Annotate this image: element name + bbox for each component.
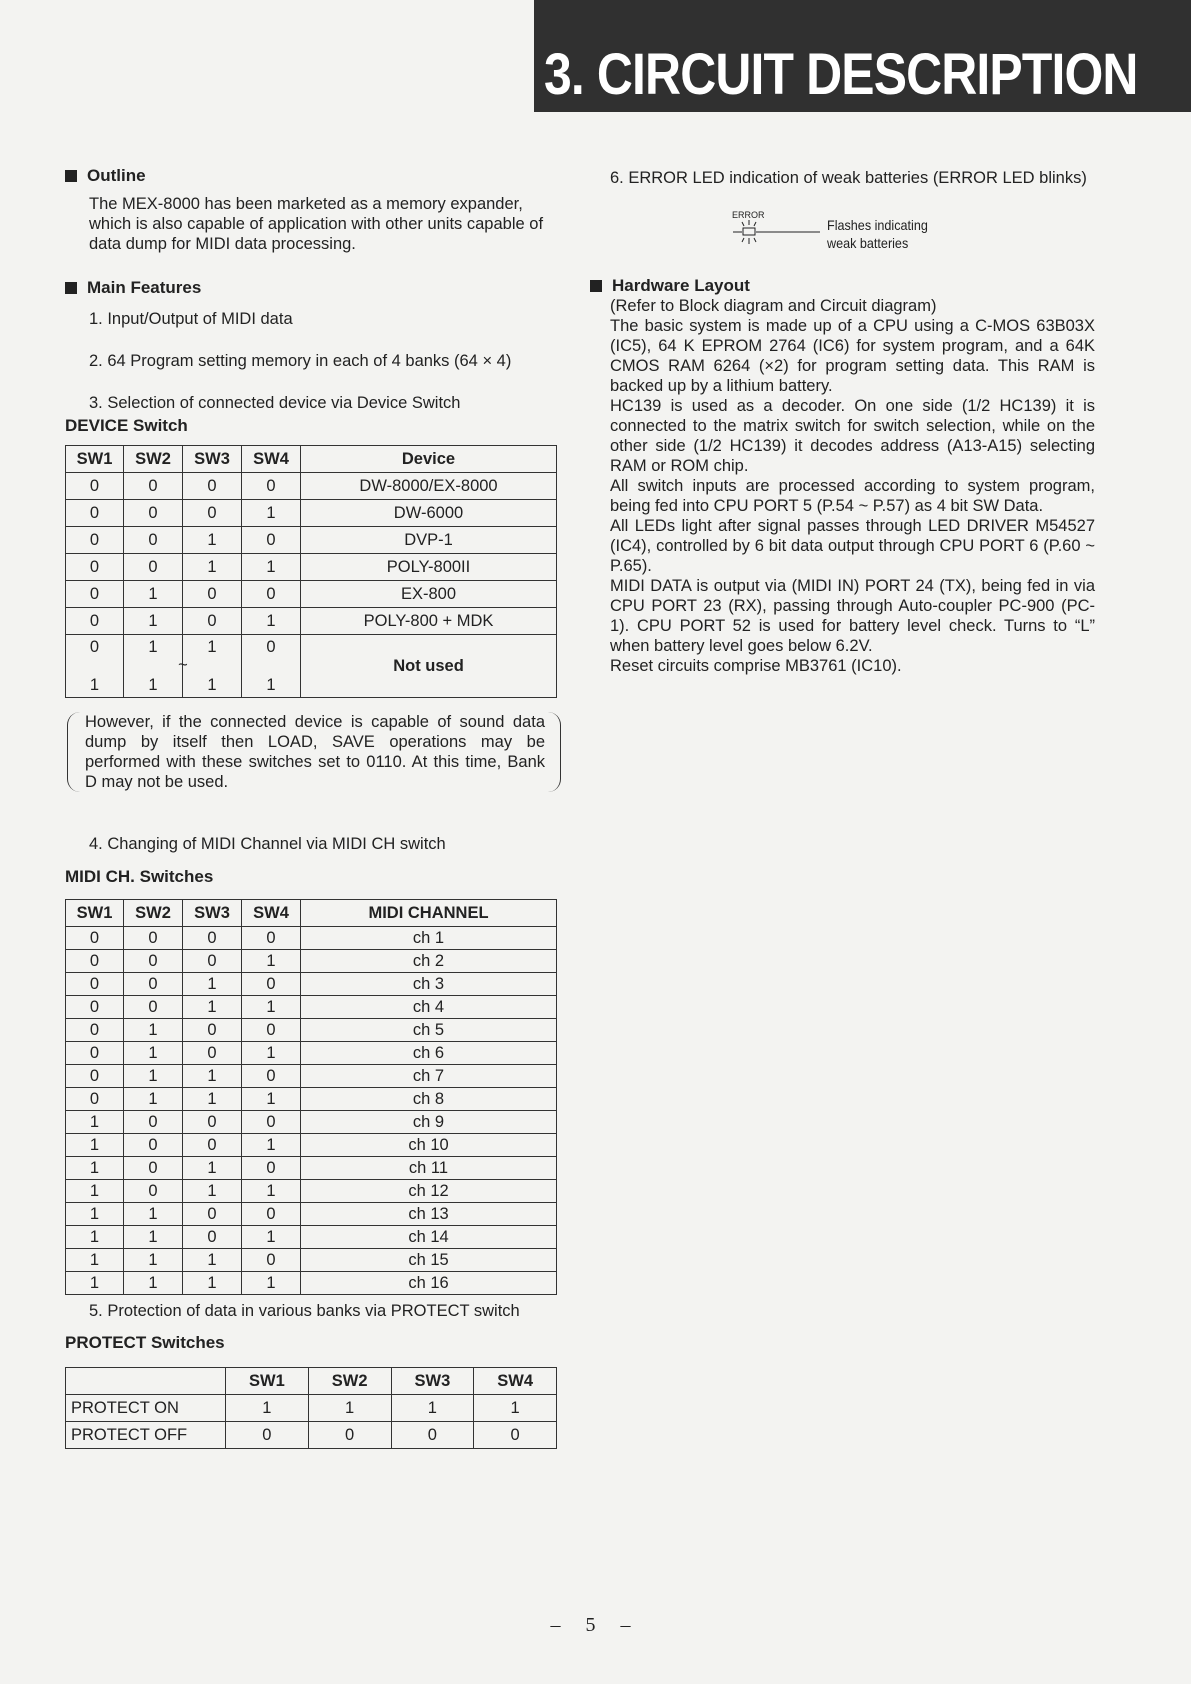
square-bullet-icon xyxy=(65,282,77,294)
table-cell: 1 xyxy=(183,1249,242,1272)
table-cell: 0 xyxy=(242,1019,301,1042)
table-cell: ch 2 xyxy=(301,950,557,973)
table-cell: 0 xyxy=(391,1422,474,1449)
table-cell: 1 xyxy=(66,1203,124,1226)
table-cell: 0 xyxy=(474,1422,557,1449)
range-from: 1 xyxy=(207,638,217,656)
table-cell: 0 xyxy=(226,1422,309,1449)
table-cell: 0 xyxy=(66,473,124,500)
table-cell: 1 xyxy=(124,1088,183,1111)
table-cell: 1 xyxy=(242,1226,301,1249)
table-cell: 0 xyxy=(242,473,301,500)
table-cell: 1 xyxy=(242,1134,301,1157)
table-cell: 0 xyxy=(124,527,183,554)
feature-item-2: 2. 64 Program setting memory in each of 4 banks (64 × 4) xyxy=(89,352,512,370)
table-cell: 0 xyxy=(242,1065,301,1088)
table-cell: 0 xyxy=(242,1249,301,1272)
table-cell: ch 12 xyxy=(301,1180,557,1203)
table-cell: 1 xyxy=(66,1249,124,1272)
table-cell: 1 xyxy=(242,950,301,973)
table-cell: 1 xyxy=(242,1042,301,1065)
table-row xyxy=(66,1180,557,1203)
header-cell: SW2 xyxy=(308,1368,391,1395)
table-cell: EX-800 xyxy=(301,581,557,608)
table-cell: 0 xyxy=(183,1203,242,1226)
table-cell: 0 xyxy=(183,581,242,608)
header-cell: SW2 xyxy=(124,446,183,473)
table-cell: 1 xyxy=(124,581,183,608)
range-to: 1 xyxy=(89,676,100,694)
table-cell: DW-6000 xyxy=(301,500,557,527)
right-column xyxy=(610,168,1095,676)
table-cell: 1 xyxy=(183,973,242,996)
table-cell: 0 xyxy=(124,473,183,500)
table-cell: 0 xyxy=(242,581,301,608)
feature-item-3: 3. Selection of connected device via Device Switch xyxy=(89,394,461,412)
table-cell: 1 xyxy=(242,608,301,635)
table-cell: 1 xyxy=(183,527,242,554)
led-caption-line1: Flashes indicating xyxy=(827,217,928,233)
table-cell: 1 xyxy=(66,1226,124,1249)
table-cell: 1 xyxy=(124,1019,183,1042)
header-cell: SW1 xyxy=(66,446,124,473)
header-cell: SW4 xyxy=(242,446,301,473)
hardware-heading-text: Hardware Layout xyxy=(612,276,750,295)
table-cell: ch 9 xyxy=(301,1111,557,1134)
table-cell: 0 xyxy=(183,1226,242,1249)
table-cell: 0 xyxy=(124,927,183,950)
table-cell: 0 xyxy=(66,554,124,581)
protect-switch-title: PROTECT Switches xyxy=(65,1333,225,1352)
hardware-paragraph: (Refer to Block diagram and Circuit diagram) xyxy=(610,297,937,315)
table-row xyxy=(66,996,557,1019)
table-cell: 0 xyxy=(66,1088,124,1111)
table-cell: 0 xyxy=(66,1019,124,1042)
table-row xyxy=(66,1395,557,1422)
table-cell: 1 xyxy=(242,996,301,1019)
led-label: ERROR xyxy=(732,210,765,220)
hardware-paragraph: All LEDs light after signal passes through LED DRIVER M54527 (IC4), controlled by 6 bit data output through CPU PORT 6 (P.60 ~ P.65). xyxy=(610,517,1095,575)
table-cell: 0 xyxy=(183,608,242,635)
table-cell: 1 xyxy=(124,1272,183,1295)
table-row xyxy=(66,1042,557,1065)
feature-item-4: 4. Changing of MIDI Channel via MIDI CH switch xyxy=(89,835,446,853)
table-cell: 1 xyxy=(242,1180,301,1203)
table-row xyxy=(66,554,557,581)
hardware-paragraph: MIDI DATA is output via (MIDI IN) PORT 24 (TX), being fed in via CPU PORT 23 (RX), passing through Auto-coupler PC-900 (PC-1). CPU PORT 52 is used for battery level check. Turns to “L” when battery level goes below 6.2V. xyxy=(610,577,1095,655)
feature-item-5: 5. Protection of data in various banks via PROTECT switch xyxy=(89,1302,520,1320)
table-cell: 1 xyxy=(124,1065,183,1088)
range-from: 0 xyxy=(266,638,276,656)
table-cell: ch 7 xyxy=(301,1065,557,1088)
table-cell: 0 xyxy=(124,1157,183,1180)
table-cell: ch 8 xyxy=(301,1088,557,1111)
table-cell: 1 xyxy=(226,1395,309,1422)
table-cell: 0 xyxy=(66,927,124,950)
table-cell: 0 xyxy=(124,554,183,581)
table-cell: 0 xyxy=(66,527,124,554)
range-to: 1 xyxy=(266,676,276,694)
table-row xyxy=(66,973,557,996)
table-row xyxy=(66,527,557,554)
table-cell: 1 xyxy=(242,554,301,581)
range-device: Not used xyxy=(301,635,557,698)
header-cell: SW3 xyxy=(183,900,242,927)
range-separator: ~ xyxy=(178,656,188,674)
table-cell: 0 xyxy=(124,996,183,1019)
table-header-row xyxy=(66,446,557,473)
table-cell: 0 xyxy=(124,973,183,996)
header-cell xyxy=(66,1368,226,1395)
table-cell: 0 xyxy=(183,1042,242,1065)
table-cell: 1 xyxy=(66,1272,124,1295)
table-cell: 0 xyxy=(242,1203,301,1226)
table-cell: 0 xyxy=(308,1422,391,1449)
hardware-paragraph: All switch inputs are processed according to system program, being fed into CPU PORT 5 (P.54 ~ P.57) as 4 bit SW Data. xyxy=(610,477,1095,515)
table-cell: 0 xyxy=(66,581,124,608)
page-number-value: 5 xyxy=(585,1614,606,1636)
range-from: 0 xyxy=(89,638,100,656)
table-cell: ch 15 xyxy=(301,1249,557,1272)
range-cell xyxy=(124,635,183,698)
table-cell: 0 xyxy=(124,1134,183,1157)
table-row xyxy=(66,1088,557,1111)
table-cell: 1 xyxy=(183,1272,242,1295)
page-title: 3. CIRCUIT DESCRIPTION xyxy=(544,42,1138,107)
table-cell: 1 xyxy=(242,1088,301,1111)
table-cell: POLY-800 + MDK xyxy=(301,608,557,635)
table-row xyxy=(66,950,557,973)
table-row xyxy=(66,1226,557,1249)
table-row xyxy=(66,1065,557,1088)
midi-channel-table xyxy=(65,899,557,1295)
table-cell: 1 xyxy=(66,1180,124,1203)
table-cell: 0 xyxy=(183,1019,242,1042)
table-cell: ch 11 xyxy=(301,1157,557,1180)
table-cell: ch 3 xyxy=(301,973,557,996)
hardware-heading xyxy=(590,276,1095,296)
header-cell: SW4 xyxy=(474,1368,557,1395)
table-cell: DW-8000/EX-8000 xyxy=(301,473,557,500)
table-cell: 0 xyxy=(66,500,124,527)
table-cell: 0 xyxy=(124,1180,183,1203)
header-cell: SW1 xyxy=(226,1368,309,1395)
header-cell: SW1 xyxy=(66,900,124,927)
table-cell: ch 4 xyxy=(301,996,557,1019)
header-cell: SW4 xyxy=(242,900,301,927)
table-cell: 0 xyxy=(183,927,242,950)
device-note xyxy=(65,712,557,792)
protect-switch-table xyxy=(65,1367,557,1449)
table-cell: 1 xyxy=(124,1203,183,1226)
led-caption xyxy=(827,216,928,252)
table-row xyxy=(66,1157,557,1180)
table-cell: ch 6 xyxy=(301,1042,557,1065)
table-cell: 0 xyxy=(66,950,124,973)
table-cell: 0 xyxy=(124,500,183,527)
table-row xyxy=(66,927,557,950)
table-cell: ch 1 xyxy=(301,927,557,950)
table-cell: 1 xyxy=(308,1395,391,1422)
square-bullet-icon xyxy=(65,170,77,182)
midi-rows xyxy=(66,927,557,1295)
table-cell: 1 xyxy=(391,1395,474,1422)
table-cell: 0 xyxy=(242,973,301,996)
midi-switch-title: MIDI CH. Switches xyxy=(65,867,214,886)
table-header-row xyxy=(66,900,557,927)
hardware-text xyxy=(610,296,1095,676)
outline-heading xyxy=(65,166,565,186)
table-cell: 1 xyxy=(183,1180,242,1203)
header-cell: Device xyxy=(301,446,557,473)
table-row xyxy=(66,1249,557,1272)
table-cell: 0 xyxy=(124,950,183,973)
table-cell: 1 xyxy=(124,1226,183,1249)
dash-right: – xyxy=(620,1614,641,1636)
header-cell: SW2 xyxy=(124,900,183,927)
led-caption-line2: weak batteries xyxy=(827,235,909,251)
range-cell xyxy=(66,635,124,698)
table-cell: 1 xyxy=(66,1157,124,1180)
table-cell: DVP-1 xyxy=(301,527,557,554)
table-header-row xyxy=(66,1368,557,1395)
table-cell: 1 xyxy=(183,554,242,581)
device-rows xyxy=(66,473,557,635)
table-row xyxy=(66,1111,557,1134)
table-cell: 1 xyxy=(183,1088,242,1111)
hardware-paragraph: The basic system is made up of a CPU using a C-MOS 63B03X (IC5), 64 K EPROM 2764 (IC6) for system program, and a 64K CMOS RAM 6264 (×2) for program setting data. This RAM is backed up by a lithium battery. xyxy=(610,317,1095,395)
square-bullet-icon xyxy=(590,280,602,292)
table-cell: 0 xyxy=(66,973,124,996)
table-cell: 0 xyxy=(66,996,124,1019)
table-row xyxy=(66,635,557,698)
table-cell: 1 xyxy=(124,1249,183,1272)
device-switch-table xyxy=(65,445,557,698)
features-heading-text: Main Features xyxy=(87,278,202,297)
table-cell: 0 xyxy=(242,1157,301,1180)
table-cell: POLY-800II xyxy=(301,554,557,581)
feature-item-6: 6. ERROR LED indication of weak batteries (ERROR LED blinks) xyxy=(610,169,1087,187)
table-row xyxy=(66,1422,557,1449)
table-cell: 0 xyxy=(183,1111,242,1134)
table-row xyxy=(66,473,557,500)
device-note-text: However, if the connected device is capable of sound data dump by itself then LOAD, SAVE operations may be performed with these switches set to 0110. At this time, Bank D may not be used. xyxy=(85,713,545,791)
page-number xyxy=(0,1615,1191,1635)
table-cell: 1 xyxy=(183,996,242,1019)
table-cell: 0 xyxy=(66,1042,124,1065)
table-cell: 0 xyxy=(242,1111,301,1134)
title-banner xyxy=(534,0,1191,112)
table-cell: PROTECT OFF xyxy=(66,1422,226,1449)
range-cell xyxy=(178,635,242,698)
table-cell: 1 xyxy=(474,1395,557,1422)
table-cell: 0 xyxy=(183,473,242,500)
table-cell: 1 xyxy=(124,608,183,635)
hardware-paragraph: HC139 is used as a decoder. On one side (1/2 HC139) it is connected to the matrix switch for switch selection, while on the other side (1/2 HC139) it decodes address (A13-A15) selecting RAM or ROM chip. xyxy=(610,397,1095,475)
table-cell: 0 xyxy=(183,500,242,527)
table-cell: ch 14 xyxy=(301,1226,557,1249)
error-led-diagram xyxy=(610,208,1095,262)
device-switch-title: DEVICE Switch xyxy=(65,416,188,435)
table-cell: 0 xyxy=(66,1065,124,1088)
table-cell: PROTECT ON xyxy=(66,1395,226,1422)
table-cell: 0 xyxy=(66,608,124,635)
table-cell: 0 xyxy=(183,1134,242,1157)
table-row xyxy=(66,500,557,527)
table-row xyxy=(66,1019,557,1042)
table-cell: 1 xyxy=(183,1157,242,1180)
table-cell: ch 13 xyxy=(301,1203,557,1226)
table-cell: 0 xyxy=(183,950,242,973)
header-cell: SW3 xyxy=(183,446,242,473)
table-cell: 1 xyxy=(242,500,301,527)
table-cell: 1 xyxy=(124,1042,183,1065)
outline-text: The MEX-8000 has been marketed as a memory expander, which is also capable of application with other units capable of data dump for MIDI data processing. xyxy=(89,195,544,253)
right-bracket xyxy=(548,712,561,792)
table-cell: 0 xyxy=(124,1111,183,1134)
range-from: 1 xyxy=(148,638,158,656)
table-row xyxy=(66,608,557,635)
dash-left: – xyxy=(550,1614,571,1636)
table-row xyxy=(66,1272,557,1295)
range-cell xyxy=(242,635,301,698)
features-heading xyxy=(65,278,565,298)
table-row xyxy=(66,1203,557,1226)
table-cell: 1 xyxy=(242,1272,301,1295)
table-cell: 0 xyxy=(242,527,301,554)
table-row xyxy=(66,1134,557,1157)
protect-rows xyxy=(66,1395,557,1449)
table-cell: 1 xyxy=(66,1134,124,1157)
range-to: 1 xyxy=(207,676,217,694)
feature-item-1: 1. Input/Output of MIDI data xyxy=(89,310,293,328)
table-row xyxy=(66,581,557,608)
table-cell: ch 10 xyxy=(301,1134,557,1157)
left-column xyxy=(65,166,565,1449)
range-to: 1 xyxy=(148,676,158,694)
header-cell: MIDI CHANNEL xyxy=(301,900,557,927)
table-cell: ch 5 xyxy=(301,1019,557,1042)
table-cell: ch 16 xyxy=(301,1272,557,1295)
outline-heading-text: Outline xyxy=(87,166,146,185)
table-cell: 1 xyxy=(183,1065,242,1088)
header-cell: SW3 xyxy=(391,1368,474,1395)
table-cell: 0 xyxy=(242,927,301,950)
hardware-paragraph: Reset circuits comprise MB3761 (IC10). xyxy=(610,657,902,675)
table-cell: 1 xyxy=(66,1111,124,1134)
left-bracket xyxy=(67,712,80,792)
